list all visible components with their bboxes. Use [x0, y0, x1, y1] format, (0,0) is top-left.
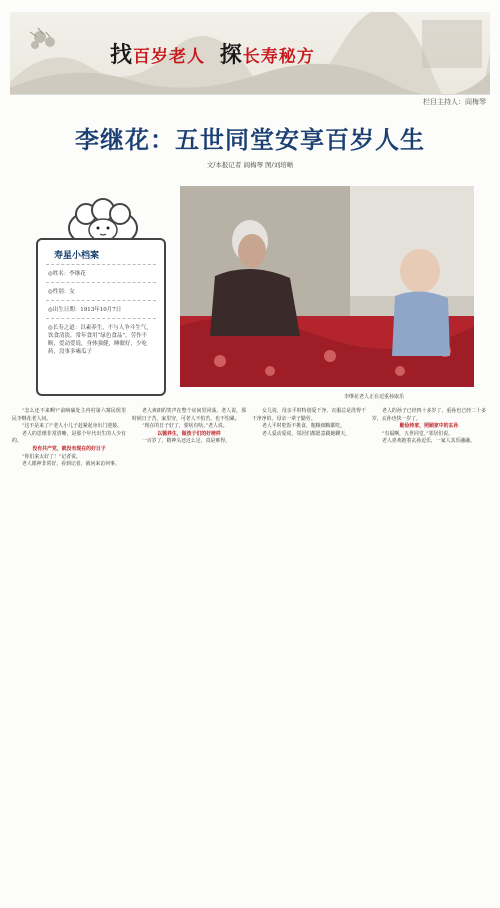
divider — [46, 264, 156, 265]
paragraph: “有福啊，五世同堂。”邻居们说。 — [382, 430, 454, 437]
banner-title-part4: 长寿秘方 — [242, 47, 315, 67]
profile-card — [36, 238, 166, 396]
divider — [46, 318, 156, 319]
paragraph: 一百岁了，精神头还这么足，真是难得。 — [142, 438, 231, 445]
paragraph: 女儿说，母亲平时特别爱干净，衣服总是洗得干干净净的。母亲一辈子勤劳。 — [252, 408, 366, 422]
section-heading: 没有共产党，就没有现在的好日子 — [32, 445, 106, 452]
paragraph: “怎么还不来啊?”前晌磕处主内村第六寨民组里民李继花老人问。 — [12, 408, 126, 422]
article-column-1 — [12, 408, 126, 469]
banner-title — [110, 38, 315, 69]
section-heading: 勤俭持家，照顾家中的玄孙 — [399, 423, 459, 430]
divider — [46, 300, 156, 301]
paragraph: 老人平时吃饭不挑食，粗粮细粮都吃。 — [262, 423, 346, 430]
banner — [10, 12, 490, 95]
profile-gender: ◎性别：女 — [48, 289, 75, 295]
paragraph: 老人爱动爱说，邻居们都愿意跟她聊天。 — [262, 430, 351, 437]
article-column-2 — [132, 408, 246, 446]
paragraph: 老人爽朗的笑声在整个房间里回荡。老人说，那时候日子苦，家里穷，可老人不怕苦，也不怕累。 — [132, 408, 246, 422]
headline: 李继花：五世同堂安享百岁人生 — [75, 126, 425, 154]
profile-secret: ◎长寿之道：以素养生，不与人争斗生气，饮食清淡，常年食用“绿色食品”，劳作不断，爱动爱说，身体强健，睡眠好，少吃药，没事多嗑瓜子 — [48, 325, 152, 355]
article-column-3 — [252, 408, 366, 438]
divider — [46, 282, 156, 283]
photo-caption: 李继花老人正在逗重孙取乐 — [344, 394, 405, 400]
column-host: 栏目主持人：阎梅琴 — [423, 98, 486, 106]
paragraph: “现在的日子好了，要啥有啥。”老人说。 — [142, 423, 228, 430]
elder-with-baby-photo — [180, 186, 474, 387]
profile-birth: ◎出生日期：1913年10月7日 — [48, 307, 122, 313]
paragraph: 老人的孙子已经四十多岁了，重孙也已经二十多岁，玄孙也快一岁了。 — [372, 408, 486, 422]
profile-name: ◎姓名：李继花 — [48, 271, 86, 277]
paragraph: 老人的思维非常清晰，是那个年代出生的人少有的。 — [12, 430, 126, 445]
byline: 文/本报记者 阎梅琴 图/刘培晰 — [206, 161, 294, 169]
section-heading: 以德养生，做孩子们的好榜样 — [157, 430, 221, 437]
paragraph: “这不是来了!”老人小儿子赶紧起身出门迎接。 — [22, 423, 122, 430]
banner-title-part3: 探 — [219, 42, 243, 68]
banner-title-part1: 找 — [110, 42, 134, 68]
profile-title: 寿星小档案 — [54, 251, 100, 261]
paragraph: 老人喜欢抱着玄孙逗乐，一家人其乐融融。 — [382, 438, 475, 445]
paragraph: “你们来太好了！”记者说。 — [22, 453, 81, 460]
paragraph: 老人眼神非常好，看到记者，就问来访何事。 — [22, 461, 120, 468]
article-column-4 — [372, 408, 486, 446]
banner-title-part2: 百岁老人 — [133, 47, 206, 67]
